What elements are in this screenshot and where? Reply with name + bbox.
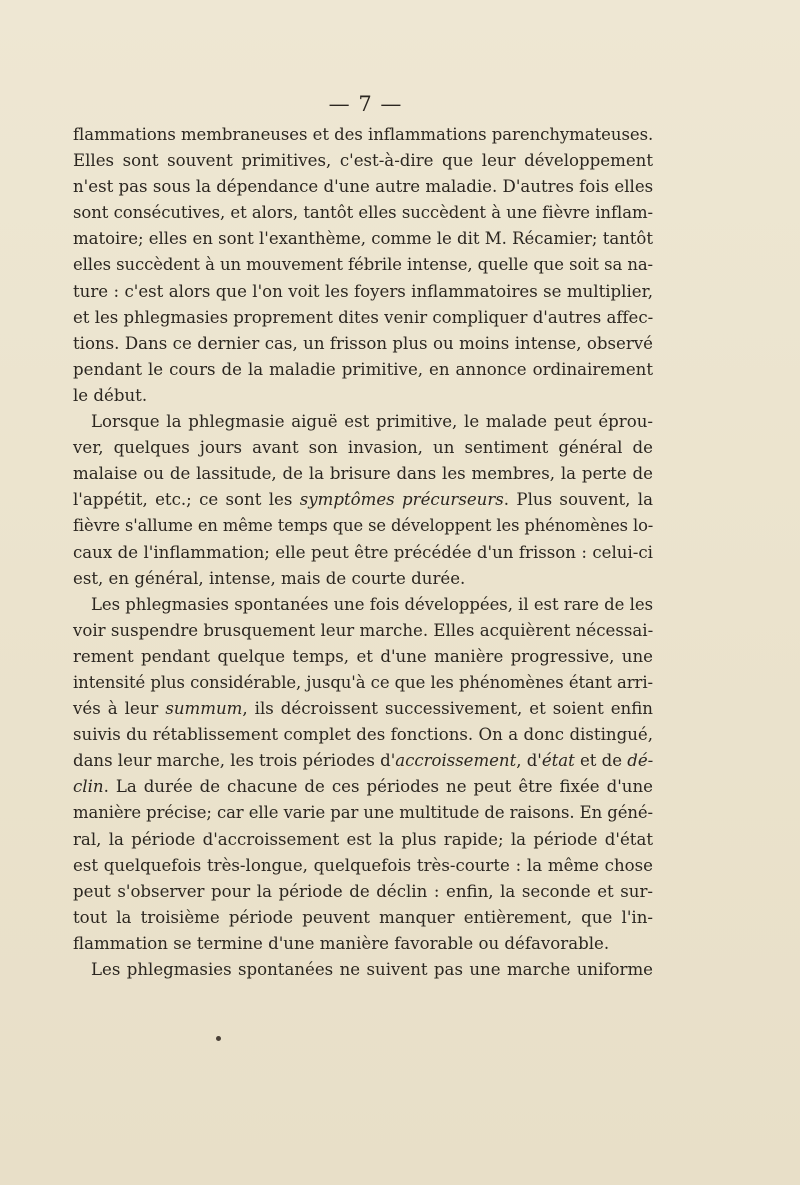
text-line: elles succèdent à un mouvement fébrile intense, quelle que soit sa na-	[73, 255, 653, 275]
text-line: Elles sont souvent primitives, c'est-à-dire que leur développement	[73, 151, 653, 171]
text-line: est, en général, intense, mais de courte durée.	[73, 568, 466, 588]
text-line: caux de l'inflammation; elle peut être précédée d'un frisson : celui-ci	[73, 542, 653, 562]
page-number: — 7 —	[328, 92, 403, 116]
text-line: l'appétit, etc.; ce sont les symptômes précurseurs. Plus souvent, la	[73, 490, 653, 510]
text-line: fièvre s'allume en même temps que se développent les phénomènes lo-	[73, 516, 654, 536]
text-line: tions. Dans ce dernier cas, un frisson plus ou moins intense, observé	[73, 333, 653, 353]
italic-term: accroissement	[395, 751, 517, 771]
text-line: malaise ou de lassitude, de la brisure dans les membres, la perte de	[73, 464, 653, 484]
text-line: tout la troisième période peuvent manquer entièrement, que l'in-	[73, 907, 653, 927]
paper-speck	[216, 1036, 221, 1041]
text-line: le début.	[73, 385, 148, 405]
text-line: vés à leur summum, ils décroissent successivement, et soient enfin	[73, 699, 653, 719]
text-line: intensité plus considérable, jusqu'à ce que les phénomènes étant arri-	[73, 672, 653, 692]
text-line: sont consécutives, et alors, tantôt elles succèdent à une fièvre inflam-	[73, 203, 653, 223]
text-line: peut s'observer pour la période de déclin : enfin, la seconde et sur-	[73, 881, 653, 901]
text-line: ral, la période d'accroissement est la plus rapide; la période d'état	[73, 829, 653, 849]
text-line: dans leur marche, les trois périodes d'accroissement, d'état et de dé-	[73, 751, 654, 771]
italic-term: dé-	[627, 751, 654, 771]
text-line: est quelquefois très-longue, quelquefois très-courte : la même chose	[73, 855, 653, 875]
text-line: pendant le cours de la maladie primitive, en annonce ordinairement	[73, 359, 653, 379]
text-line: flammations membraneuses et des inflammations parenchymateuses.	[73, 125, 654, 144]
body-text	[73, 122, 653, 983]
text-line: manière précise; car elle varie par une multitude de raisons. En géné-	[73, 803, 653, 823]
italic-term: symptômes précurseurs	[299, 490, 504, 510]
text-line: Les phlegmasies spontanées ne suivent pas une marche uniforme	[91, 960, 653, 979]
text-line: voir suspendre brusquement leur marche. Elles acquièrent nécessai-	[73, 620, 654, 640]
text-line: Les phlegmasies spontanées une fois développées, il est rare de les	[91, 594, 653, 614]
text-line: n'est pas sous la dépendance d'une autre maladie. D'autres fois elles	[73, 177, 654, 197]
text-line: clin. La durée de chacune de ces périodes ne peut être fixée d'une	[73, 777, 653, 797]
text-line: flammation se termine d'une manière favorable ou défavorable.	[73, 933, 610, 953]
text-line: ture : c'est alors que l'on voit les foyers inflammatoires se multiplier,	[73, 281, 653, 301]
text-line: Lorsque la phlegmasie aiguë est primitive, le malade peut éprou-	[91, 412, 653, 432]
text-line: et les phlegmasies proprement dites venir compliquer d'autres affec-	[73, 307, 654, 327]
italic-term: clin	[73, 777, 104, 797]
italic-term: état	[541, 751, 575, 771]
text-line: ver, quelques jours avant son invasion, un sentiment général de	[73, 438, 653, 458]
italic-term: summum	[165, 699, 243, 719]
text-line: rement pendant quelque temps, et d'une manière progressive, une	[73, 646, 653, 666]
text-line: matoire; elles en sont l'exanthème, comme le dit M. Récamier; tantôt	[73, 229, 653, 249]
text-line: suivis du rétablissement complet des fonctions. On a donc distingué,	[73, 725, 653, 745]
